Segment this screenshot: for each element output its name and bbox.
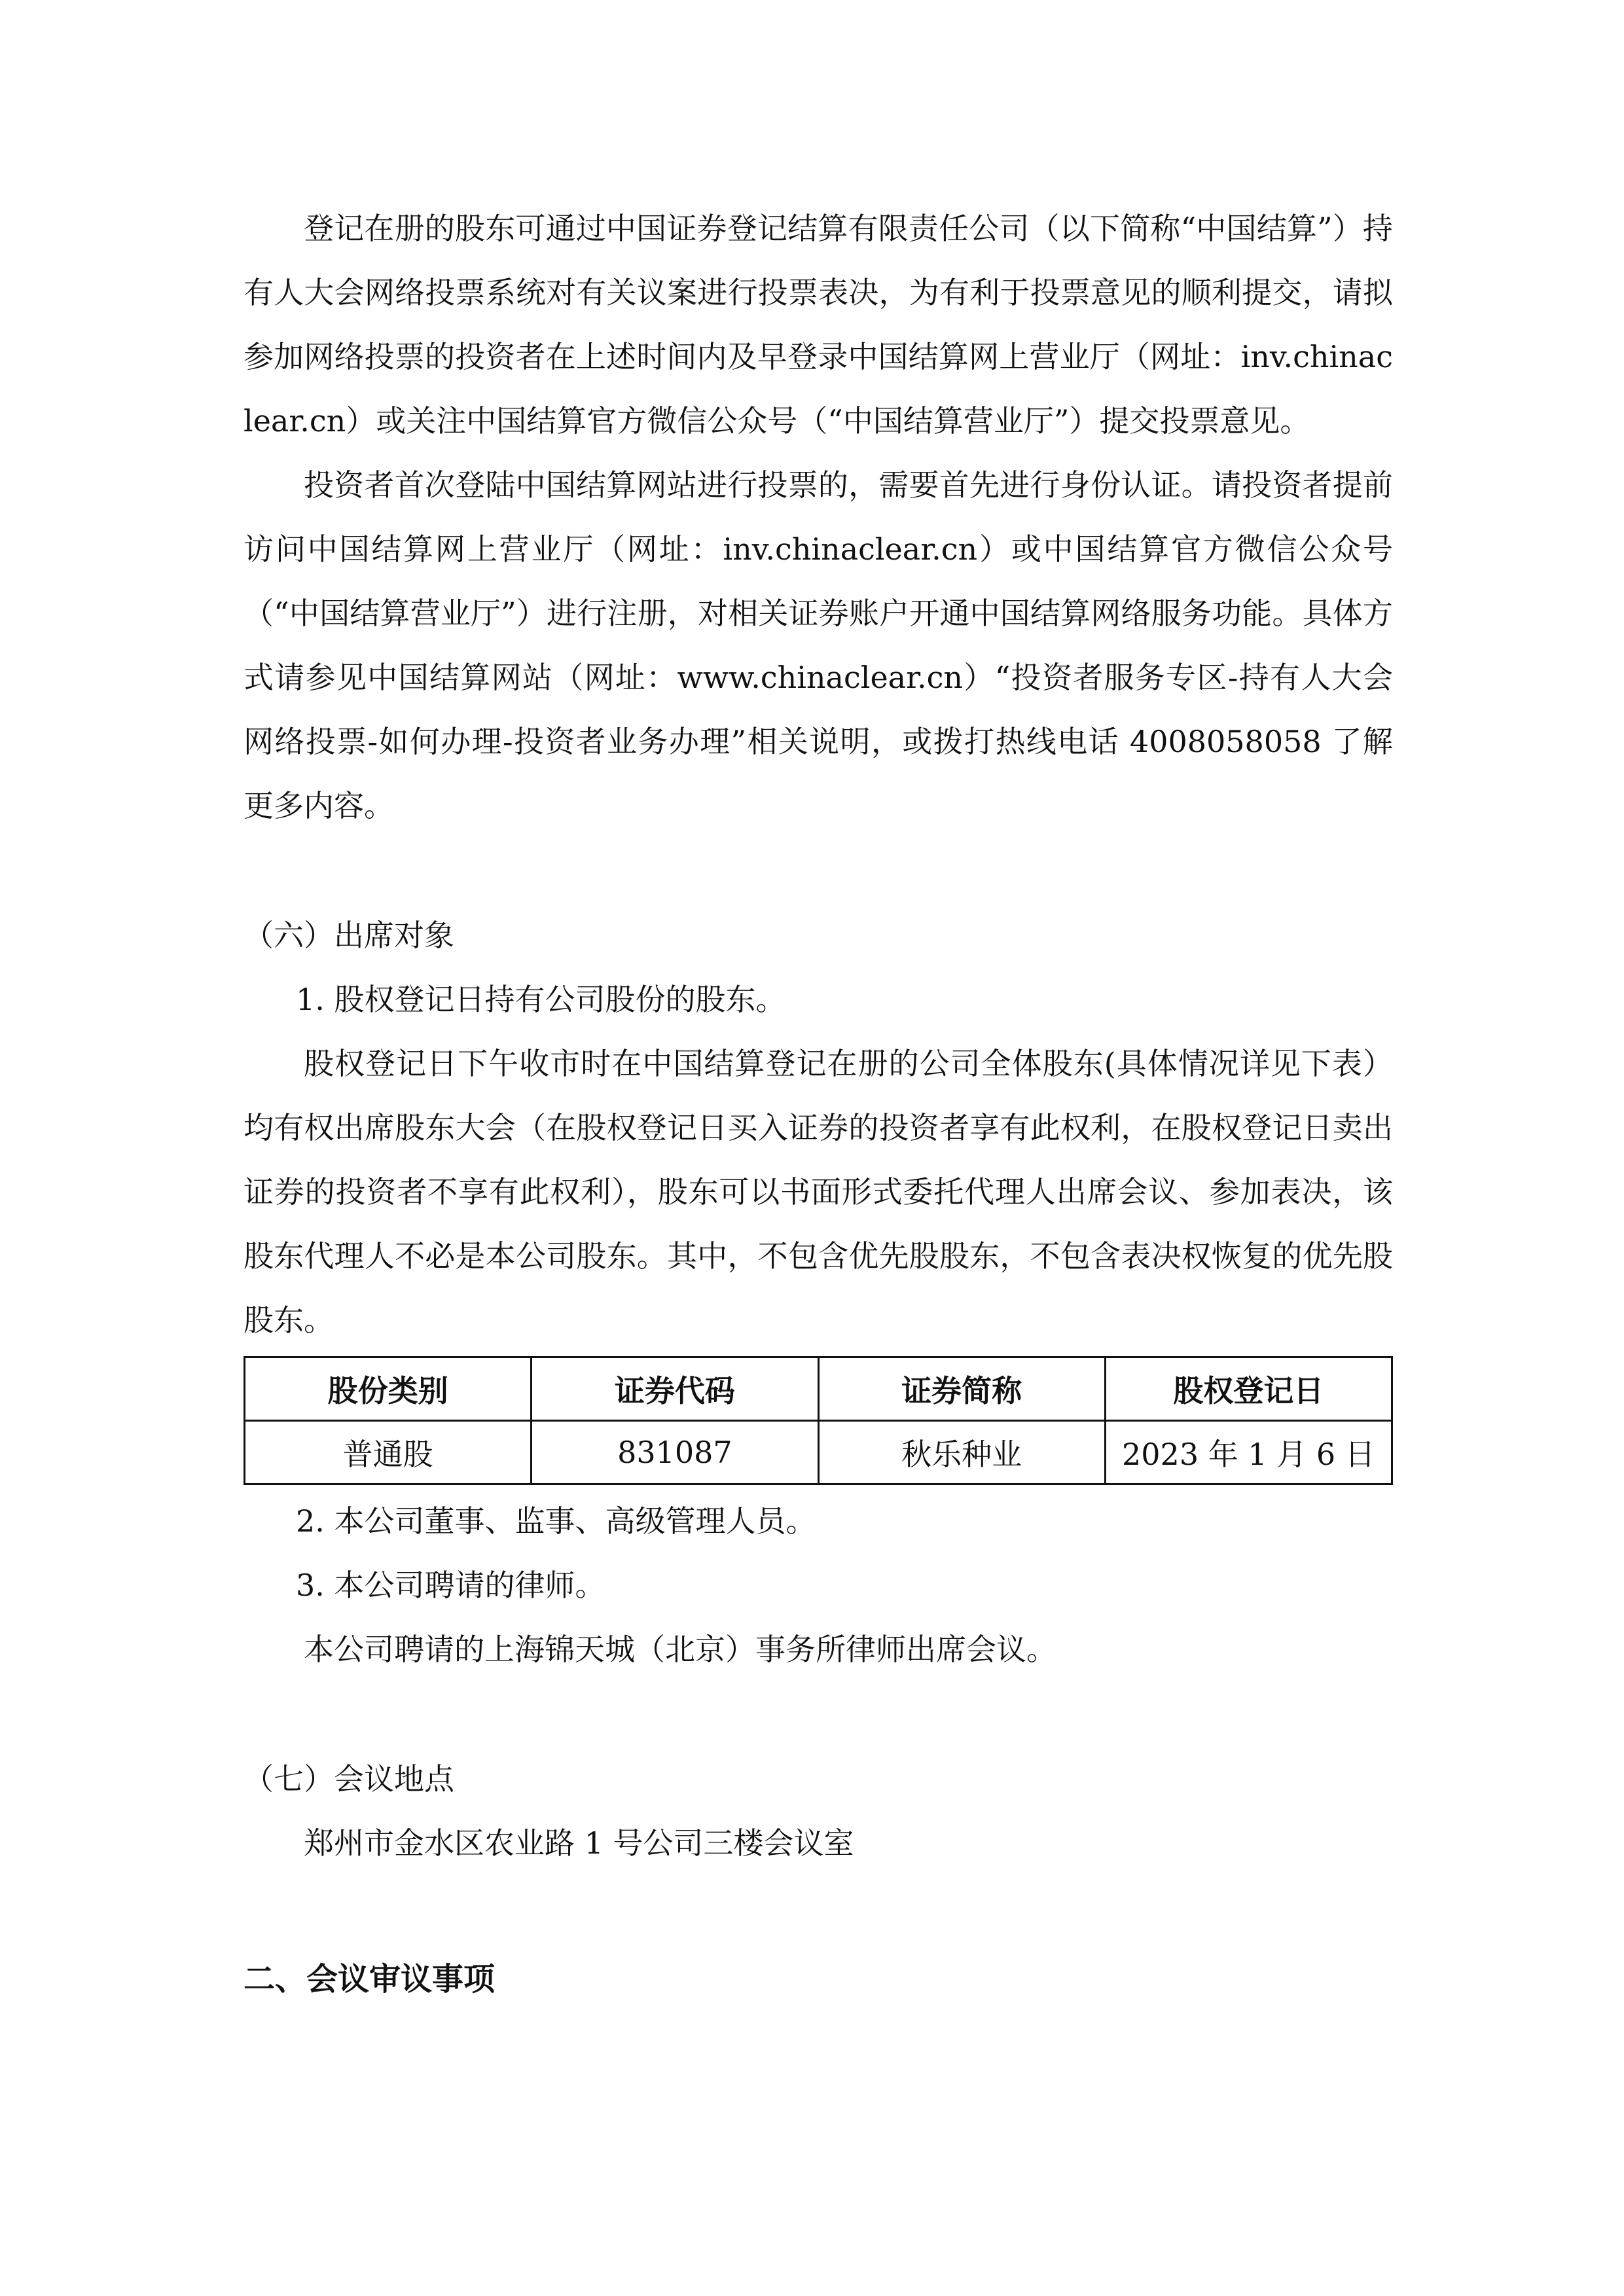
identity-verification-paragraph: 投资者首次登陆中国结算网站进行投票的，需要首先进行身份认证。请投资者提前访问中国结算网上营业厅（网址：inv.chinaclear.cn）或中国结算官方微信公众号（“中国结算营业厅”）进行注册，对相关证券账户开通中国结算网络服务功能。具体方式请参见中国结算网站（网址：www.chinaclear.cn）“投资者服务专区-持有人大会网络投票-如何办理-投资者业务办理”相关说明，或拨打热线电话 4008058058 了解更多内容。 [244,467,1393,823]
voting-instructions-paragraph: 登记在册的股东可通过中国证券登记结算有限责任公司（以下简称“中国结算”）持有人大会网络投票系统对有关议案进行投票表决，为有利于投票意见的顺利提交，请拟参加网络投票的投资者在上述时间内及早登录中国结算网上营业厅（网址：inv.chinaclear.cn）或关注中国结算官方微信公众号（“中国结算营业厅”）提交投票意见。 [244,211,1393,439]
attendees-item-3-description: 本公司聘请的上海锦天城（北京）事务所律师出席会议。 [304,1632,1056,1667]
table-header-row [245,1357,1392,1421]
attendees-heading: （六）出席对象 [244,918,454,953]
table-cell: 2023 年 1 月 6 日 [1105,1421,1392,1484]
document-body [244,196,1393,2011]
location-address: 郑州市金水区农业路 1 号公司三楼会议室 [304,1825,854,1861]
table-header-cell: 股份类别 [245,1357,532,1421]
table-row [245,1421,1392,1484]
attendees-item-1: 1. 股权登记日持有公司股份的股东。 [296,982,786,1017]
table-cell: 秋乐种业 [818,1421,1105,1484]
attendees-item-1-description: 股权登记日下午收市时在中国结算登记在册的公司全体股东(具体情况详见下表）均有权出席股东大会（在股权登记日买入证券的投资者享有此权利，在股权登记日卖出证券的投资者不享有此权利），股东可以书面形式委托代理人出席会议、参加表决，该股东代理人不必是本公司股东。其中，不包含优先股股东，不包含表决权恢复的优先股股东。 [244,1046,1393,1338]
table-cell: 831087 [532,1421,818,1484]
registration-table [244,1356,1393,1485]
table-cell: 普通股 [245,1421,532,1484]
section-2-heading: 二、会议审议事项 [244,1961,496,1998]
location-heading: （七）会议地点 [244,1761,454,1797]
spacer [244,1681,1393,1747]
attendees-item-3: 3. 本公司聘请的律师。 [296,1568,605,1603]
table-header-cell: 股权登记日 [1105,1357,1392,1421]
attendees-item-2: 2. 本公司董事、监事、高级管理人员。 [296,1503,816,1539]
table-header-cell: 证券代码 [532,1357,818,1421]
spacer [244,1875,1393,1947]
spacer [244,838,1393,903]
table-header-cell: 证券简称 [818,1357,1105,1421]
